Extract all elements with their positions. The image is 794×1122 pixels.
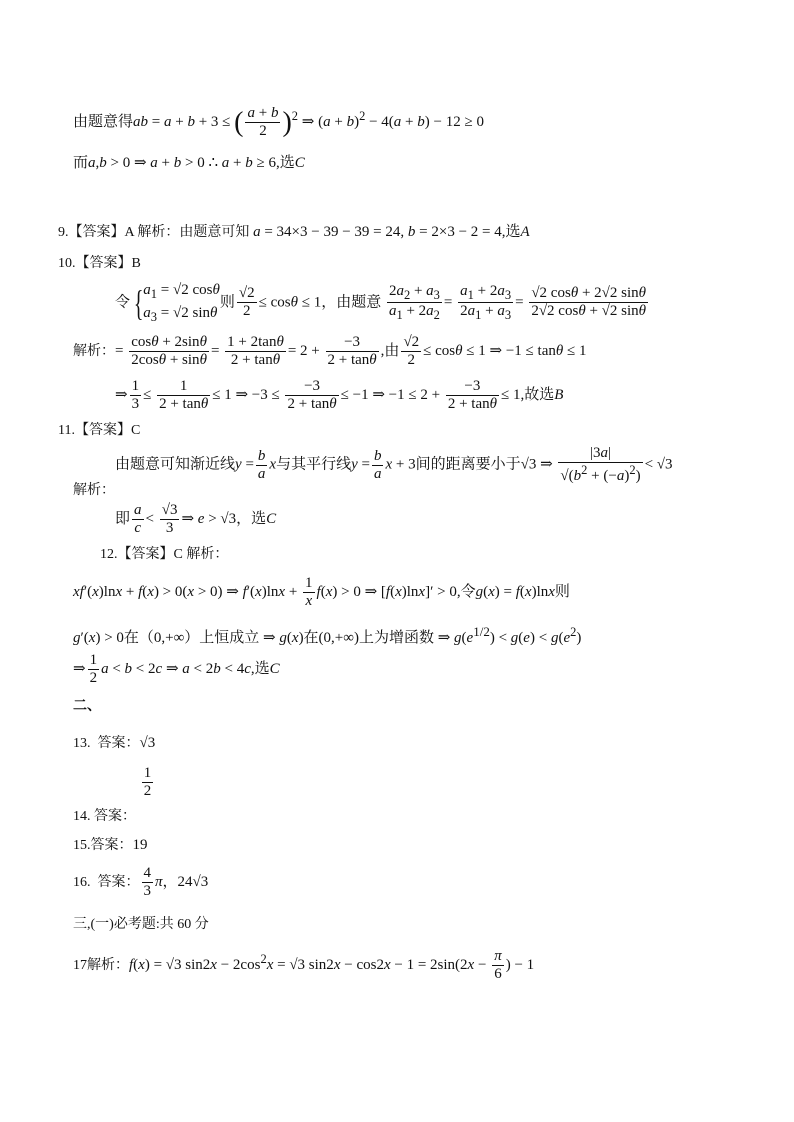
answer-13: 13. 答案：√3 (73, 735, 156, 751)
answer-10-line-b: 解析：= $\frac{\cos\theta + 2\sin\theta}{2\cos\theta + \sin\theta}$ = $\frac{1 + 2\tan\theta}{2 + \tan\theta}$ = 2 + $\frac{-3}{2 + \tan\theta}$ ,由 $\frac{√2}{2}$ ≤ cosθ ≤ 1 ⇒ −1 ≤ tanθ ≤ 1 (73, 334, 587, 369)
answer-11-header: 11.【答案】C (58, 423, 141, 438)
answer-11-line-a: 由题意可知渐近线y = $\frac{b}{a}$ x与其平行线y = $\frac{b}{a}$ x + 3间的距离要小于√3 ⇒ $\frac{|3a|}{√(b^2 + (-a)^2)}$ < √3 (115, 445, 673, 485)
answer-12-line-a: xf′(x)lnx + f(x) > 0(x > 0) ⇒ f′(x)lnx + $\frac{1}{x}$ f(x) > 0 ⇒ [f(x)lnx]′ > 0,令g(x) = f(x)lnx则 (73, 575, 570, 610)
answer-12-line-b: g′(x) > 0在（0,+∞）上恒成立 ⇒ g(x)在(0,+∞)上为增函数 ⇒ $g(e^{1/2}) < g(e) < g(e^2)$ (73, 624, 582, 646)
answer-12-line-c: ⇒ $\frac{1}{2}$ a < b < 2c ⇒ a < 2b < 4c,选C (73, 652, 280, 687)
answer-16: 16. 答案： $\frac{4}{3}$ π，24√3 (73, 865, 209, 900)
answer-14: 14. 答案： $\frac{1}{2}$ (73, 765, 152, 825)
line-1: 由题意得ab = a + b + 3 ≤ ( $\frac{a + b}{2}$ )$^2$ ⇒ $(a + b)^2 - 4(a + b) - 12 \ge 0$ (73, 105, 484, 140)
answer-10-line-c: ⇒ $\frac{1}{3}$ ≤ $\frac{1}{2 + \tan\theta}$ ≤ 1 ⇒ −3 ≤ $\frac{-3}{2 + \tan\theta}$ ≤ −1 ⇒ −1 ≤ 2 + $\frac{-3}{2 + \tan\theta}$ ≤ 1,故选B (115, 378, 564, 413)
answer-9: 9.【答案】A 解析：由题意可知 a = 34×3 − 39 − 39 = 24, b = 2×3 − 2 = 4,选A (58, 224, 530, 240)
answer-10-line-a: 令 {$a_1 = √2$ cosθ $a_3 = √2$ sinθ则 $\frac{√2}{2}$ ≤ cosθ ≤ 1，由题意 $\frac{2a_2 + a_3}{a_1 + 2a_2}$ = $\frac{a_1 + 2a_3}{2a_1 + a_3}$ = $\frac{√2 \cos\theta + 2√2 \sin\theta}{2√2 \cos\theta + √2 \sin\theta}$ (115, 282, 647, 324)
answer-10-header: 10.【答案】B (58, 256, 141, 271)
answer-12-header: 12.【答案】C 解析： (100, 547, 229, 562)
answer-11-label: 解析： (73, 483, 115, 498)
section-3-heading: 三,(一)必考题:共 60 分 (73, 917, 209, 932)
answer-17: 17解析：f(x) = √3 $\sin 2x - 2\cos^2x = √3$ sin2x − cos2x − 1 = 2sin(2x − $\frac{\pi}{6}$ ) − 1 (73, 948, 535, 983)
answer-11-line-b: 即 $\frac{a}{c}$ < $\frac{√3}{3}$ ⇒ e > √3，选C (115, 502, 277, 537)
line-2: 而a,b > 0 ⇒ a + b > 0 ∴ a + b ≥ 6,选C (73, 155, 305, 171)
section-2-heading: 二、 (73, 699, 101, 714)
answer-15: 15.答案：19 (73, 837, 148, 853)
